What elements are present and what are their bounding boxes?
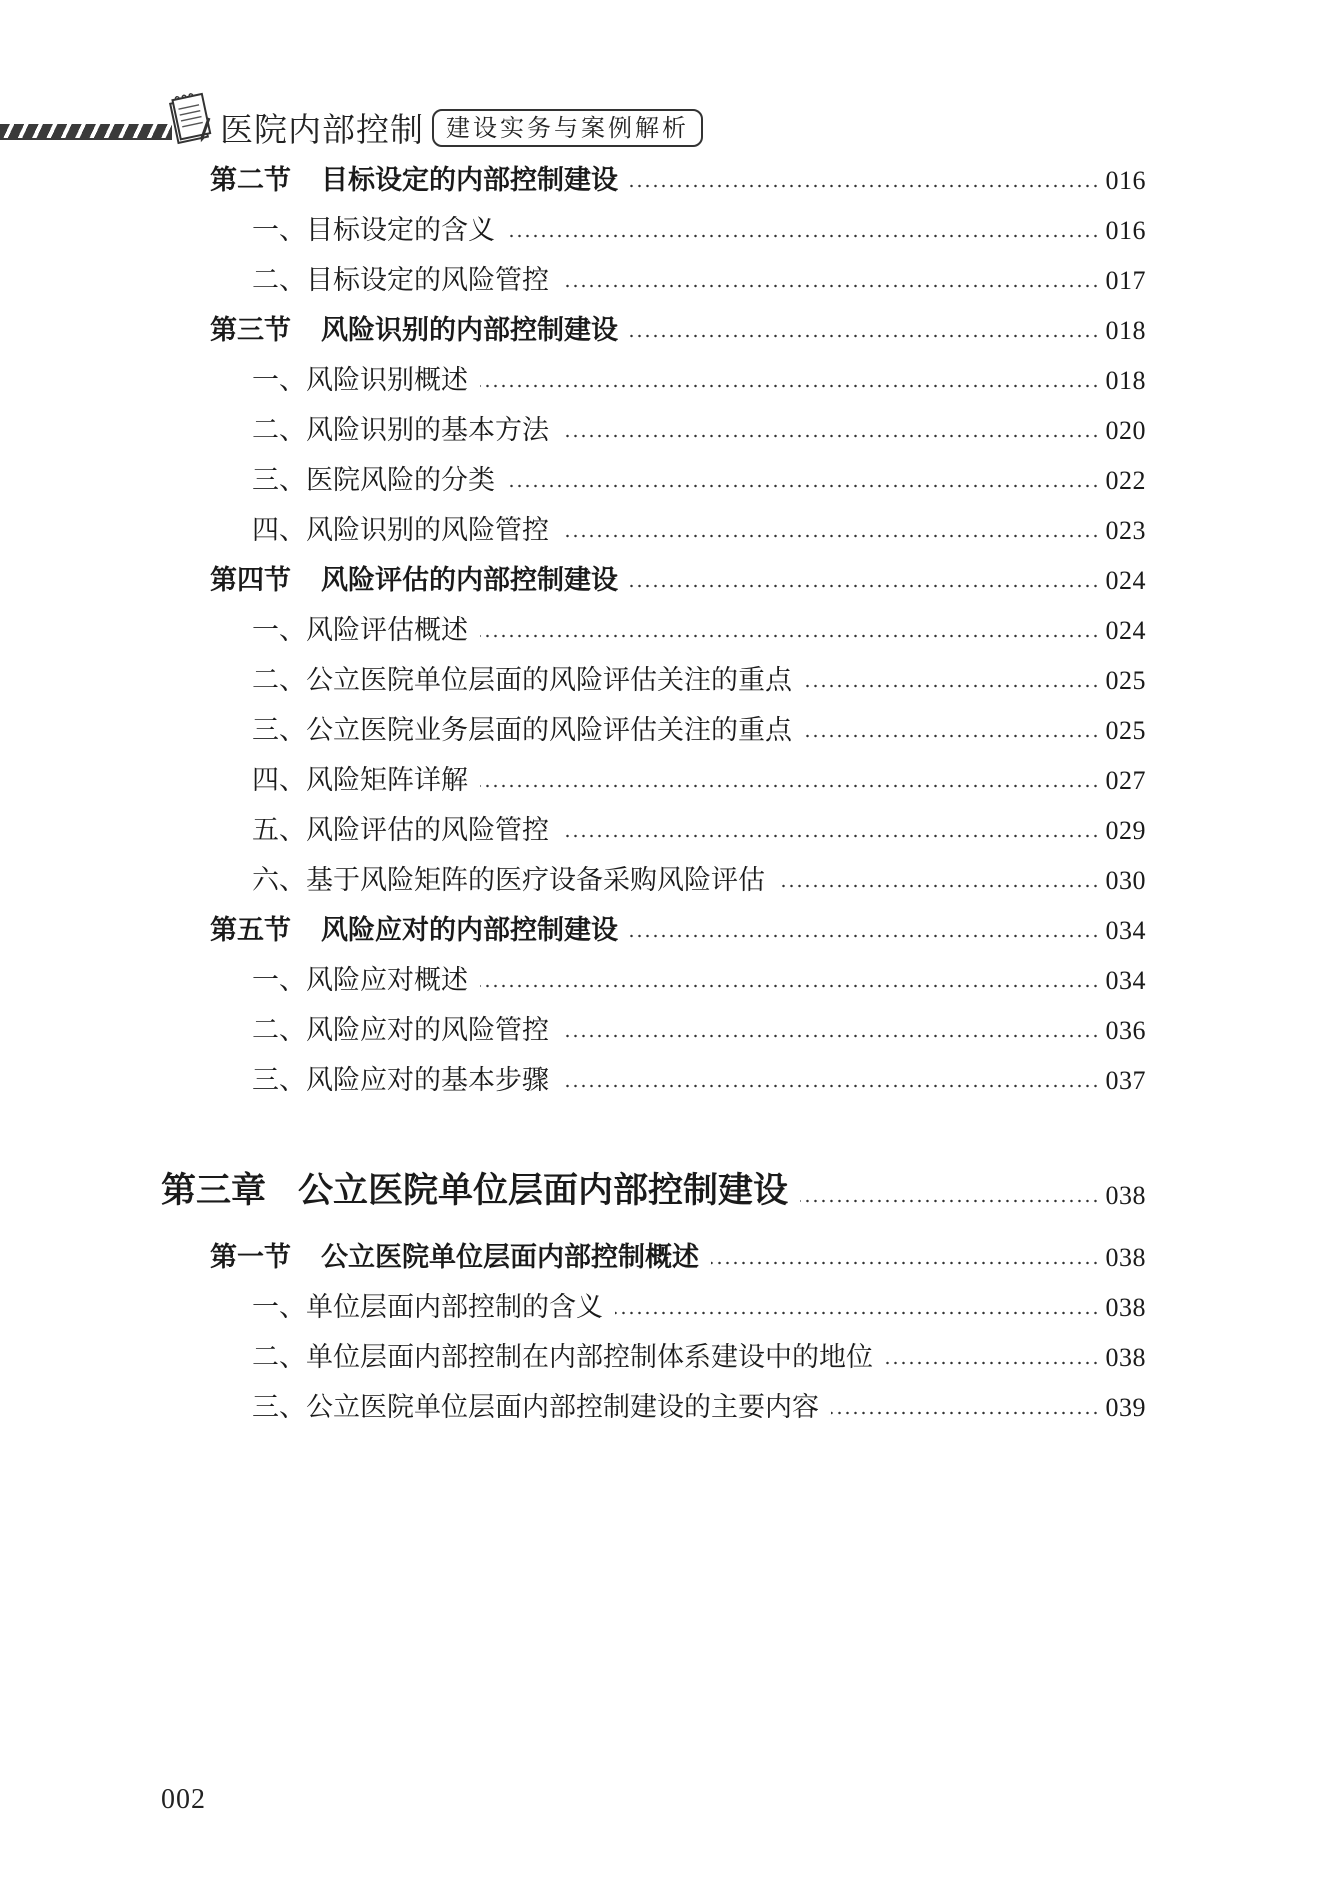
toc-entry-title: 四、风险矩阵详解 [252, 765, 468, 796]
toc-entry-title: 三、风险应对的基本步骤 [252, 1065, 549, 1096]
toc-entry-page-number: 022 [1105, 466, 1146, 496]
page-number: 002 [161, 1784, 206, 1815]
toc-entry-label [210, 566, 618, 596]
running-header [0, 92, 800, 162]
toc-entry-page-number: 030 [1105, 866, 1146, 896]
toc-entry-label [252, 266, 549, 296]
toc-entry-label [252, 1066, 549, 1096]
toc-item-entry [252, 216, 1146, 246]
toc-entry-title: 一、风险识别概述 [252, 365, 468, 396]
toc-entry-title: 一、风险应对概述 [252, 965, 468, 996]
dot-leader [480, 784, 1100, 788]
toc-section-entry [210, 1243, 1146, 1273]
toc-item-entry [252, 966, 1146, 996]
toc-item-entry [252, 516, 1146, 546]
toc-item-entry [252, 816, 1146, 846]
toc-entry-page-number: 038 [1105, 1293, 1146, 1323]
toc-entry-title: 二、单位层面内部控制在内部控制体系建设中的地位 [252, 1342, 873, 1373]
toc-entry-title: 一、单位层面内部控制的含义 [252, 1292, 603, 1323]
toc-entry-number: 第三章 [161, 1170, 267, 1211]
toc-entry-label [252, 1016, 549, 1046]
dot-leader [561, 1034, 1100, 1038]
toc-entry-page-number: 020 [1105, 416, 1146, 446]
toc-section-entry [210, 916, 1146, 946]
toc-entry-title: 四、风险识别的风险管控 [252, 515, 549, 546]
header-book-subtitle: 建设实务与案例解析 [432, 109, 703, 147]
toc-entry-page-number: 024 [1105, 616, 1146, 646]
toc-entry-title: 风险识别的内部控制建设 [321, 315, 618, 346]
toc-entry-label [252, 616, 468, 646]
toc-entry-number: 第二节 [210, 165, 291, 196]
toc-entry-page-number: 029 [1105, 816, 1146, 846]
toc-item-entry [252, 466, 1146, 496]
header-stripe-decoration [0, 124, 172, 138]
toc-entry-number: 第一节 [210, 1242, 291, 1273]
toc-item-entry [252, 1343, 1146, 1373]
toc-entry-page-number: 018 [1105, 316, 1146, 346]
toc-entry-label [161, 1172, 788, 1211]
toc-entry-page-number: 034 [1105, 916, 1146, 946]
toc-entry-label [210, 166, 618, 196]
toc-entry-label [252, 666, 792, 696]
toc-entry-page-number: 039 [1105, 1393, 1146, 1423]
toc-entry-label [210, 316, 618, 346]
dot-leader [507, 484, 1100, 488]
toc-item-entry [252, 616, 1146, 646]
toc-entry-title: 三、公立医院业务层面的风险评估关注的重点 [252, 715, 792, 746]
toc-entry-number: 第五节 [210, 915, 291, 946]
toc-item-entry [252, 1293, 1146, 1323]
toc-entry-page-number: 037 [1105, 1066, 1146, 1096]
toc-entry-label [252, 516, 549, 546]
dot-leader [615, 1311, 1100, 1315]
toc-entry-page-number: 017 [1105, 266, 1146, 296]
toc-entry-label [252, 716, 792, 746]
toc-entry-title: 五、风险评估的风险管控 [252, 815, 549, 846]
toc-entry-page-number: 038 [1105, 1243, 1146, 1273]
dot-leader [800, 1199, 1099, 1203]
toc-entry-title: 六、基于风险矩阵的医疗设备采购风险评估 [252, 865, 765, 896]
toc-entry-page-number: 018 [1105, 366, 1146, 396]
toc-entry-label [210, 1243, 699, 1273]
toc-entry-page-number: 034 [1105, 966, 1146, 996]
toc-entry-title: 二、公立医院单位层面的风险评估关注的重点 [252, 665, 792, 696]
toc-entry-title: 风险应对的内部控制建设 [321, 915, 618, 946]
toc-item-entry [252, 666, 1146, 696]
dot-leader [885, 1361, 1100, 1365]
toc-entry-page-number: 038 [1105, 1180, 1146, 1210]
dot-leader [561, 1084, 1100, 1088]
dot-leader [507, 234, 1100, 238]
toc-entry-title: 三、公立医院单位层面内部控制建设的主要内容 [252, 1392, 819, 1423]
dot-leader [630, 584, 1100, 588]
toc-entry-label [252, 816, 549, 846]
toc-entry-page-number: 038 [1105, 1343, 1146, 1373]
toc-entry-number: 第四节 [210, 565, 291, 596]
toc-entry-title: 二、目标设定的风险管控 [252, 265, 549, 296]
dot-leader [777, 884, 1100, 888]
toc-entry-label [252, 366, 468, 396]
dot-leader [480, 384, 1100, 388]
toc-chapter-entry [161, 1172, 1146, 1211]
toc-entry-page-number: 025 [1105, 666, 1146, 696]
toc-entry-page-number: 036 [1105, 1016, 1146, 1046]
toc-entry-number: 第三节 [210, 315, 291, 346]
dot-leader [630, 184, 1100, 188]
header-book-title: 医院内部控制 [220, 110, 424, 149]
dot-leader [630, 334, 1100, 338]
toc-item-entry [252, 366, 1146, 396]
toc-entry-label [252, 1343, 873, 1373]
toc-item-entry [252, 266, 1146, 296]
toc-entry-title: 一、风险评估概述 [252, 615, 468, 646]
toc-entry-page-number: 016 [1105, 216, 1146, 246]
toc-entry-page-number: 024 [1105, 566, 1146, 596]
toc-entry-title: 二、风险识别的基本方法 [252, 415, 549, 446]
toc-entry-title: 公立医院单位层面内部控制建设 [298, 1170, 789, 1211]
toc-entry-label [252, 1393, 819, 1423]
toc-entry-title: 一、目标设定的含义 [252, 215, 495, 246]
toc-entry-label [252, 416, 549, 446]
toc-entry-page-number: 023 [1105, 516, 1146, 546]
dot-leader [561, 434, 1100, 438]
dot-leader [480, 634, 1100, 638]
toc-entry-title: 三、医院风险的分类 [252, 465, 495, 496]
toc-entry-label [252, 466, 495, 496]
toc-entry-title: 风险评估的内部控制建设 [321, 565, 618, 596]
dot-leader [804, 734, 1100, 738]
dot-leader [831, 1411, 1100, 1415]
toc-entry-label [252, 866, 765, 896]
dot-leader [561, 534, 1100, 538]
toc-entry-title: 公立医院单位层面内部控制概述 [321, 1242, 699, 1273]
toc-section-entry [210, 316, 1146, 346]
dot-leader [804, 684, 1100, 688]
toc-entry-label [252, 1293, 603, 1323]
dot-leader [561, 284, 1100, 288]
dot-leader [711, 1261, 1100, 1265]
toc-item-entry [252, 766, 1146, 796]
toc-item-entry [252, 416, 1146, 446]
toc-entry-label [252, 966, 468, 996]
toc-item-entry [252, 716, 1146, 746]
toc-entry-page-number: 025 [1105, 716, 1146, 746]
dot-leader [480, 984, 1100, 988]
toc-entry-label [252, 766, 468, 796]
toc-item-entry [252, 1066, 1146, 1096]
toc-item-entry [252, 1016, 1146, 1046]
toc-entry-page-number: 027 [1105, 766, 1146, 796]
toc-item-entry [252, 866, 1146, 896]
notebook-pencil-icon [168, 92, 212, 148]
toc-section-entry [210, 166, 1146, 196]
dot-leader [561, 834, 1100, 838]
toc-entry-page-number: 016 [1105, 166, 1146, 196]
toc-entry-title: 目标设定的内部控制建设 [321, 165, 618, 196]
dot-leader [630, 934, 1100, 938]
toc-item-entry [252, 1393, 1146, 1423]
toc-entry-label [210, 916, 618, 946]
toc-entry-label [252, 216, 495, 246]
toc-section-entry [210, 566, 1146, 596]
toc-entry-title: 二、风险应对的风险管控 [252, 1015, 549, 1046]
